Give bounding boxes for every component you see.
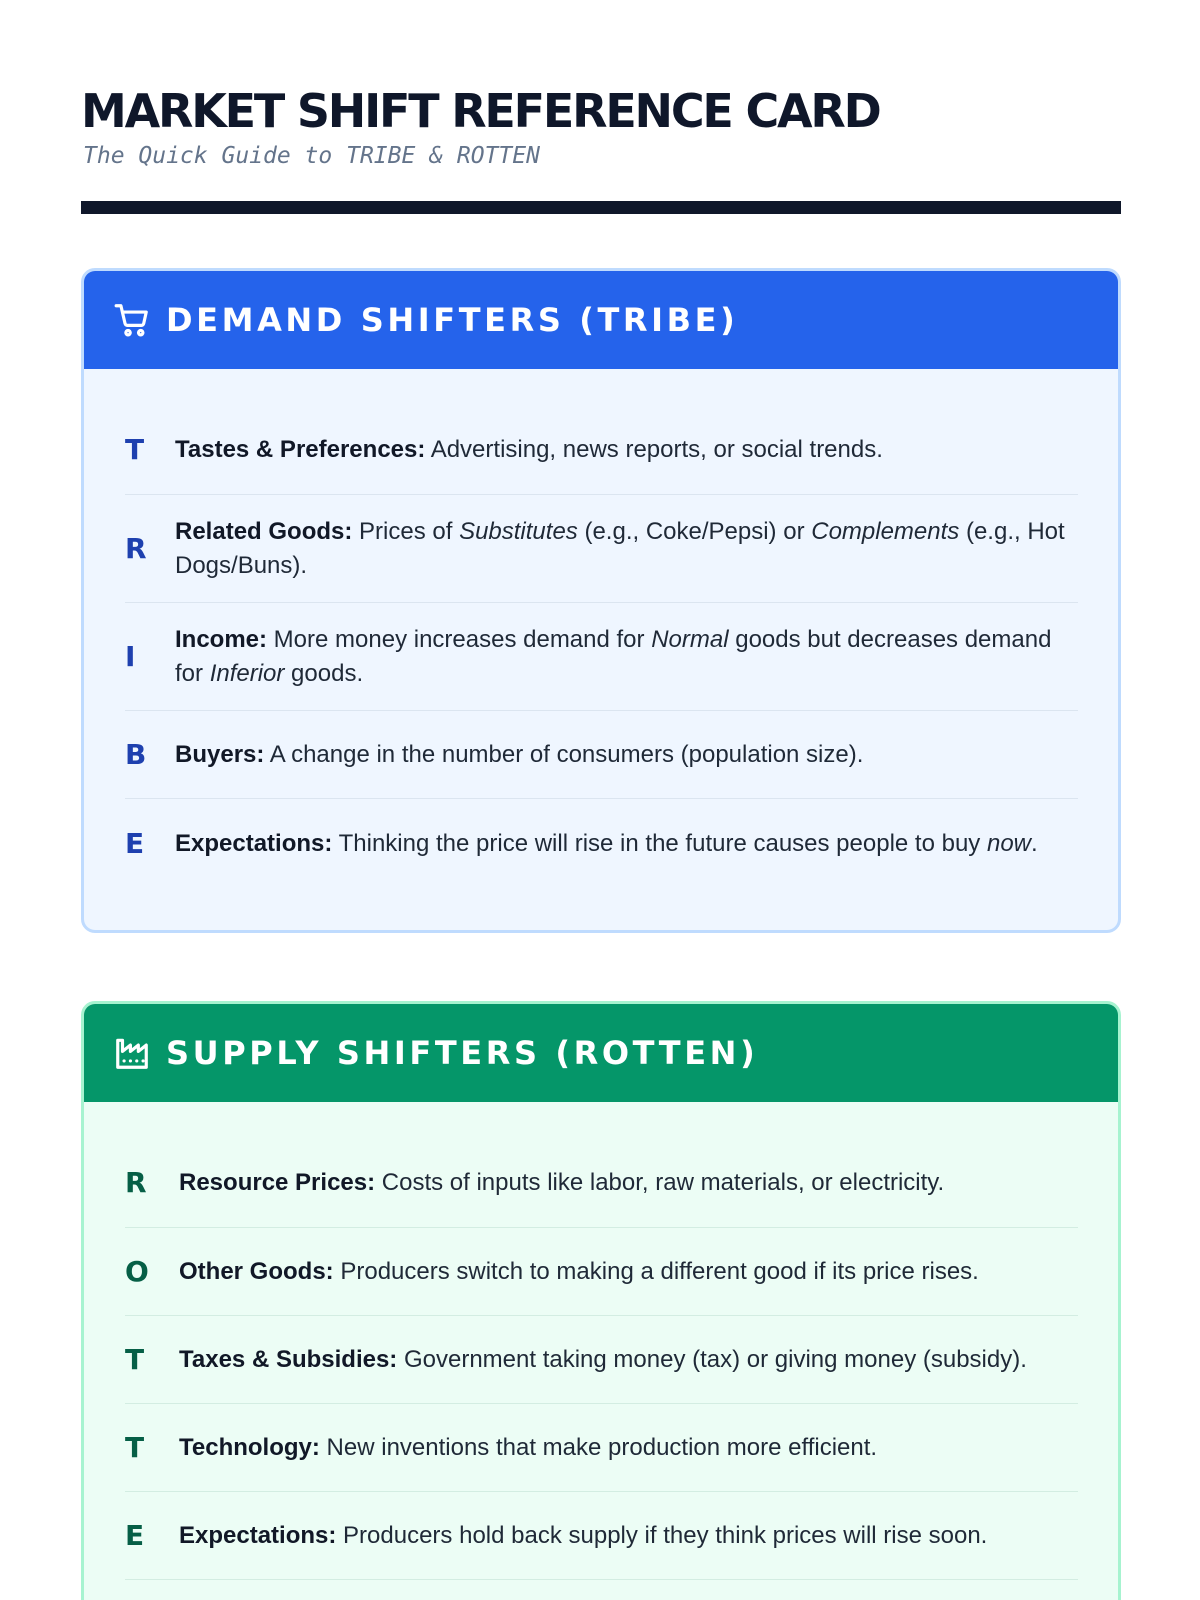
item-description (175, 738, 1078, 772)
mnemonic-letter: R (125, 531, 147, 565)
item-text: goods but decreases demand for (175, 625, 1052, 687)
item-description (175, 827, 1078, 861)
mnemonic-letter: E (125, 827, 145, 860)
demand-card-header (84, 271, 1118, 369)
mnemonic-letter: I (125, 639, 136, 673)
page-header (81, 84, 1121, 170)
item-description (179, 1519, 1078, 1553)
item-text: New inventions that make production more efficient. (319, 1433, 878, 1461)
item-emphasis: Inferior (209, 659, 285, 687)
mnemonic-letter: E (125, 1518, 145, 1552)
supply-item-expectations (125, 1492, 1078, 1580)
item-text: goods. (284, 659, 364, 687)
item-description (179, 1255, 1078, 1289)
item-term: Expectations: (179, 1521, 337, 1549)
item-term: Tastes & Preferences: (175, 435, 426, 463)
item-description (179, 1431, 1078, 1465)
mnemonic-letter: T (125, 1430, 145, 1464)
supply-card-header (84, 1004, 1118, 1102)
item-text: More money increases demand for (267, 625, 652, 653)
item-text: Producers switch to making a different good if its price rises. (333, 1257, 979, 1285)
supply-item-resource-prices (125, 1138, 1078, 1228)
supply-item-other-goods (125, 1228, 1078, 1316)
mnemonic-letter: T (125, 432, 145, 466)
supply-item-technology (125, 1404, 1078, 1492)
demand-shifters-card (81, 268, 1121, 933)
factory-icon (112, 1033, 152, 1073)
item-text: Prices of (352, 517, 460, 545)
page-title: MARKET SHIFT REFERENCE CARD (81, 84, 880, 138)
item-term: Buyers: (175, 740, 265, 768)
item-term: Taxes & Subsidies: (179, 1345, 398, 1373)
header-divider (81, 201, 1121, 214)
mnemonic-letter: O (125, 1254, 149, 1288)
item-description (175, 515, 1078, 583)
supply-shifters-card (81, 1001, 1121, 1600)
demand-item-expectations (125, 799, 1078, 889)
item-text: . (1031, 830, 1038, 857)
supply-list (84, 1102, 1118, 1580)
item-text: Producers hold back supply if they think prices will rise soon. (336, 1521, 988, 1549)
item-description (179, 1343, 1078, 1377)
item-term: Expectations: (175, 830, 333, 857)
mnemonic-letter: R (125, 1165, 147, 1199)
item-text: Advertising, news reports, or social trends. (425, 435, 883, 463)
item-description (179, 1166, 1078, 1200)
item-term: Income: (175, 625, 268, 653)
demand-item-buyers (125, 711, 1078, 799)
item-term: Resource Prices: (179, 1168, 376, 1196)
item-text: (e.g., Coke/Pepsi) or (577, 517, 812, 545)
demand-item-income (125, 603, 1078, 711)
item-text: Government taking money (tax) or giving money (subsidy). (397, 1345, 1027, 1373)
item-text: Costs of inputs like labor, raw materials, or electricity. (375, 1168, 945, 1196)
item-text: A change in the number of consumers (population size). (264, 740, 864, 768)
mnemonic-letter: B (125, 737, 147, 771)
demand-list (84, 369, 1118, 889)
demand-item-tastes (125, 405, 1078, 495)
item-emphasis: now (986, 830, 1031, 857)
item-term: Technology: (179, 1433, 320, 1461)
item-term: Related Goods: (175, 517, 353, 545)
page-subtitle: The Quick Guide to TRIBE & ROTTEN (83, 143, 540, 169)
item-emphasis: Substitutes (459, 517, 578, 545)
item-emphasis: Complements (811, 517, 960, 545)
shopping-cart-icon (112, 300, 152, 340)
item-text: (e.g., Hot Dogs/Buns). (175, 517, 1065, 579)
supply-item-taxes-subsidies (125, 1316, 1078, 1404)
item-emphasis: Normal (651, 625, 729, 653)
item-term: Other Goods: (179, 1257, 334, 1285)
demand-card-title: DEMAND SHIFTERS (TRIBE) (166, 301, 739, 339)
item-description (175, 623, 1078, 691)
supply-card-title: SUPPLY SHIFTERS (ROTTEN) (166, 1034, 759, 1072)
item-description (175, 433, 1078, 467)
item-text: Thinking the price will rise in the future causes people to buy (332, 830, 987, 857)
mnemonic-letter: T (125, 1342, 145, 1376)
demand-item-related-goods (125, 495, 1078, 603)
